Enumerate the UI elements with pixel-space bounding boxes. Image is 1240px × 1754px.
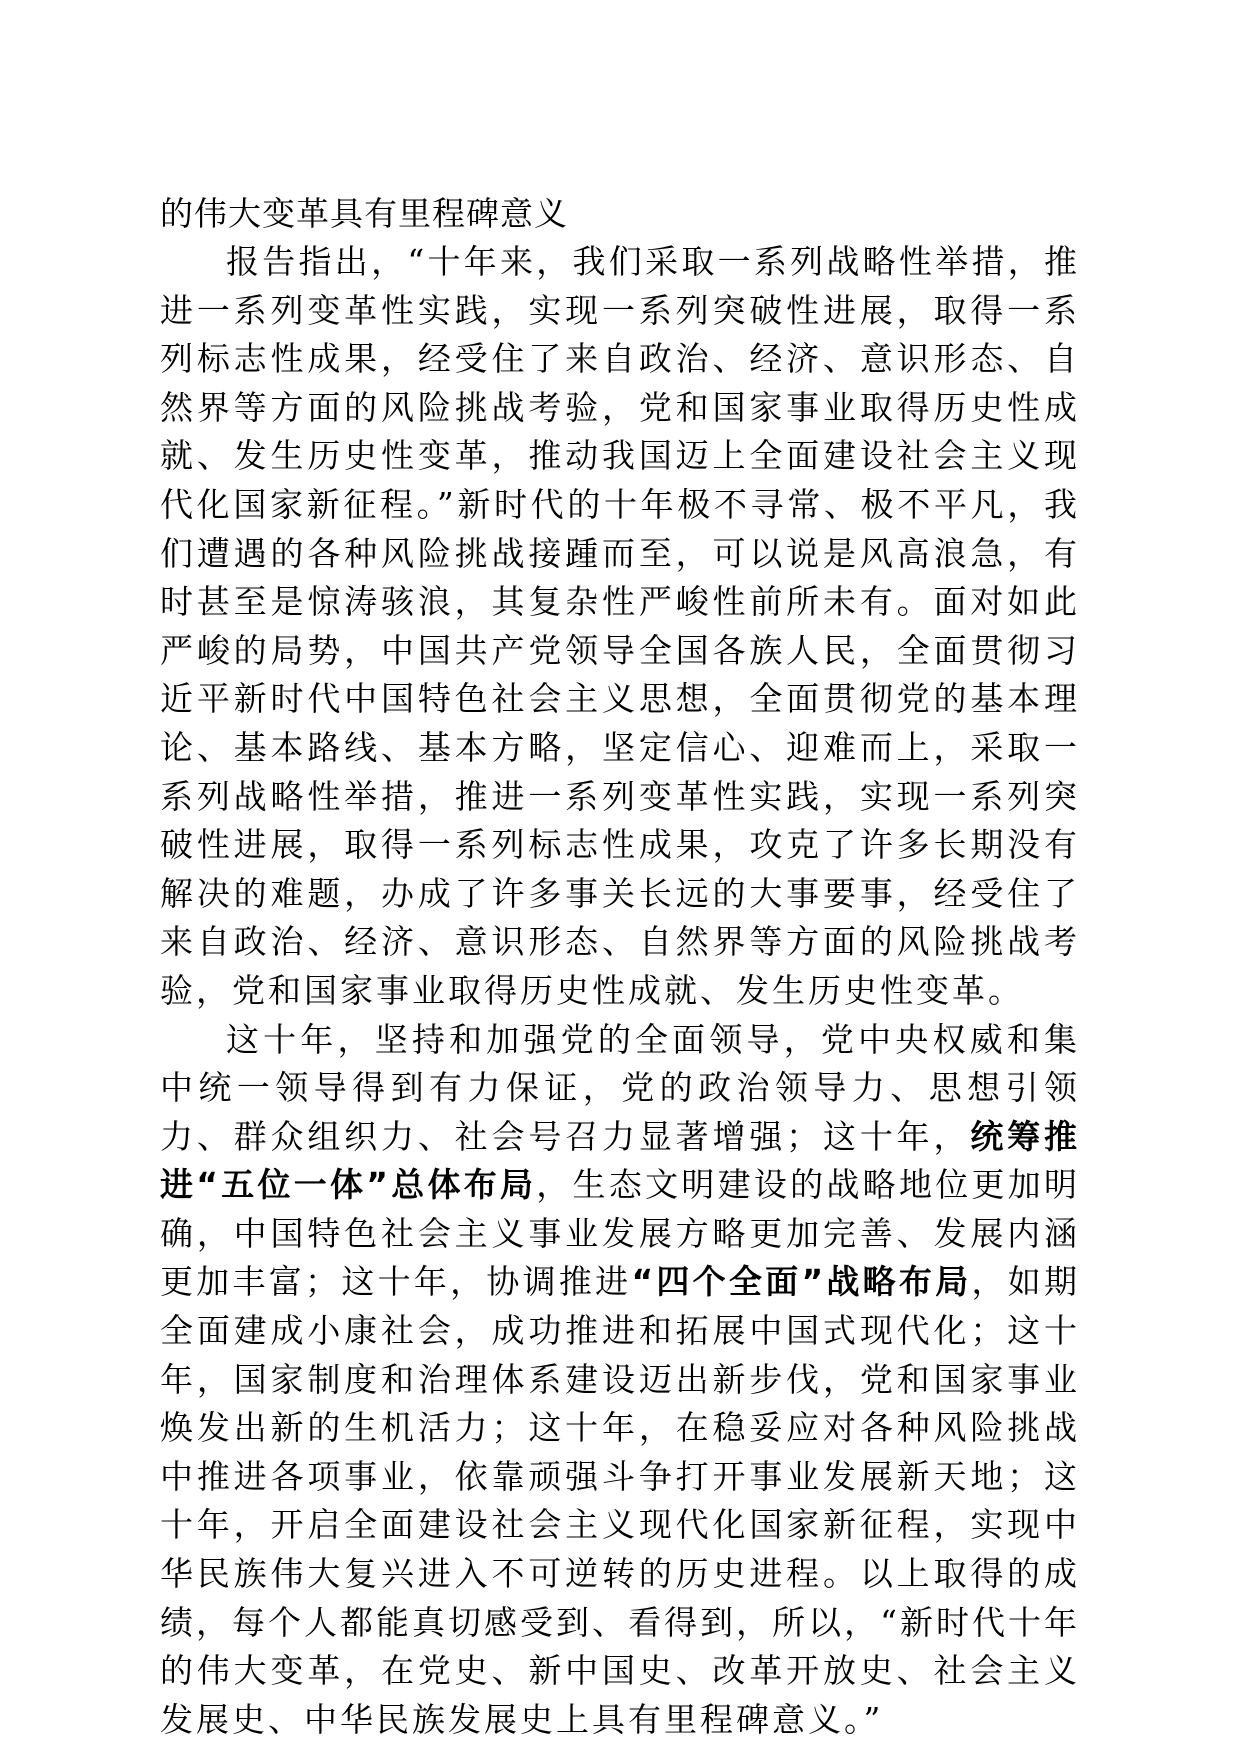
paragraph-1	[160, 238, 1080, 1016]
paragraph-text: 这十年，坚持和加强党的全面领导，党中央权威和集中统一领导得到有力保证，党的政治领导力、思想引领力、群众组织力、社会号召力显著增强；这十年，	[160, 1019, 1080, 1156]
paragraph-text: ，如期全面建成小康社会，成功推进和拓展中国式现代化；这十年，国家制度和治理体系建设迈出新步伐，党和国家事业焕发出新的生机活力；这十年，在稳妥应对各种风险挑战中推进各项事业，依靠顽强斗争打开事业发展新天地；这十年，开启全面建设社会主义现代化国家新征程，实现中华民族伟大复兴进入不可逆转的历史进程。以上取得的成绩，每个人都能真切感受到、看得到，所以，“新时代十年的伟大变革，在党史、新中国史、改革开放史、社会主义发展史、中华民族发展史上具有里程碑意义。”	[160, 1262, 1080, 1739]
paragraph-text: 报告指出，“十年来，我们采取一系列战略性举措，推进一系列变革性实践，实现一系列突破性进展，取得一系列标志性成果，经受住了来自政治、经济、意识形态、自然界等方面的风险挑战考验，党和国家事业取得历史性成就、发生历史性变革，推动我国迈上全面建设社会主义现代化国家新征程。”新时代的十年极不寻常、极不平凡，我们遭遇的各种风险挑战接踵而至，可以说是风高浪急，有时甚至是惊涛骇浪，其复杂性严峻性前所未有。面对如此严峻的局势，中国共产党领导全国各族人民，全面贯彻习近平新时代中国特色社会主义思想，全面贯彻党的基本理论、基本路线、基本方略，坚定信心、迎难而上，采取一系列战略性举措，推进一系列变革性实践，实现一系列突破性进展，取得一系列标志性成果，攻克了许多长期没有解决的难题，办成了许多事关长远的大事要事，经受住了来自政治、经济、意识形态、自然界等方面的风险挑战考验，党和国家事业取得历史性成就、发生历史性变革。	[160, 242, 1080, 1010]
section-heading: 的伟大变革具有里程碑意义	[160, 194, 568, 233]
paragraph-text: ，生态文明建设的战略地位更加明确，中国特色社会主义事业发展方略更加完善、发展内涵更加丰富；这十年，协调推进	[160, 1165, 1080, 1302]
paragraph-2	[160, 1016, 1080, 1745]
document-body	[160, 190, 1080, 1744]
bold-phrase-five-in-one: 统筹推进“五位一体”总体布局	[160, 1116, 1081, 1205]
bold-phrase-four-comprehensives: “四个全面”战略布局	[631, 1262, 972, 1302]
